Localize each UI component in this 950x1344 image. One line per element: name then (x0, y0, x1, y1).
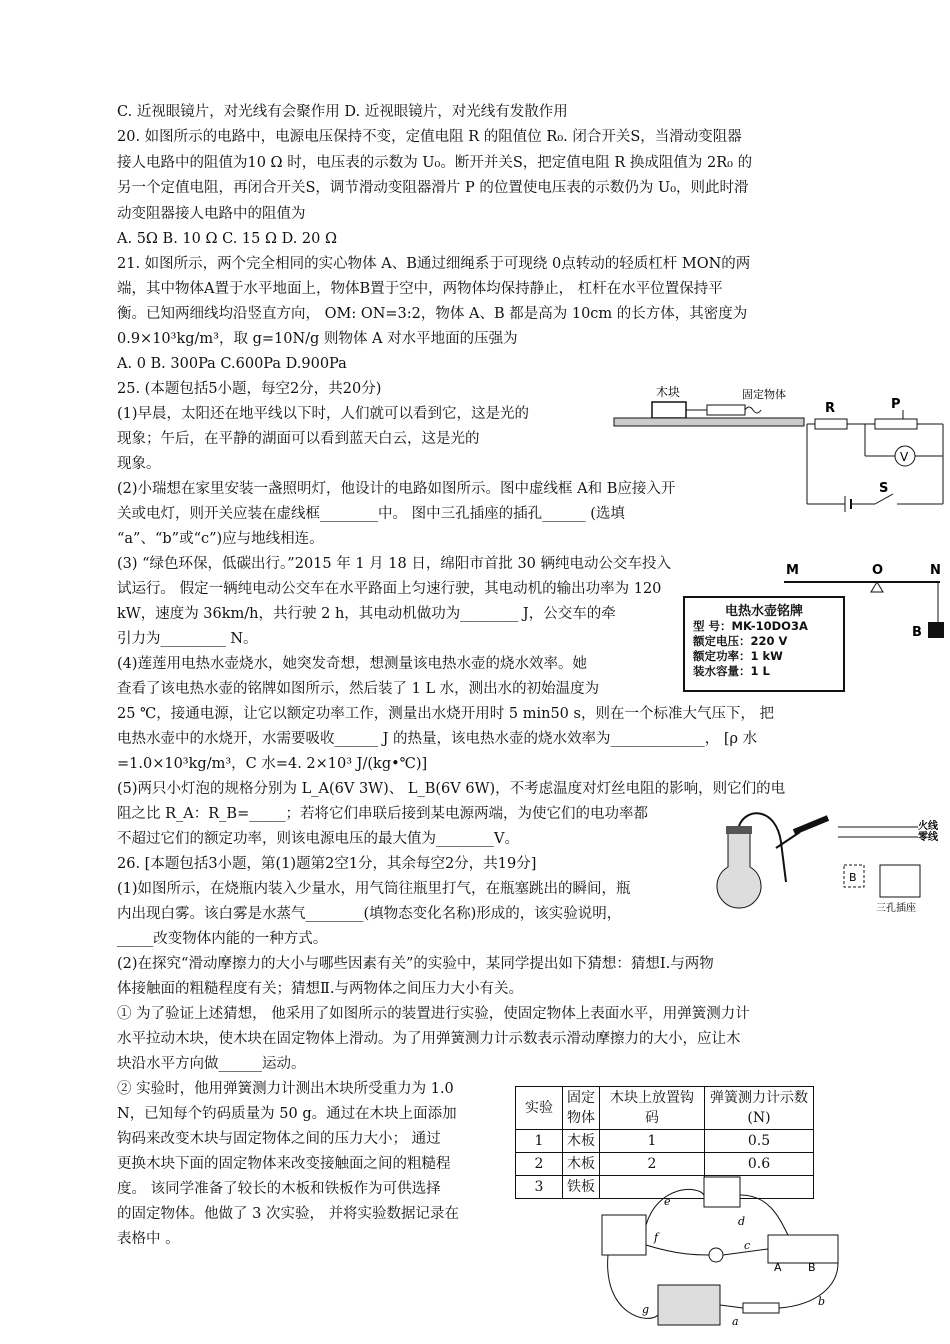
table-row (516, 1130, 814, 1153)
nameplate-title: 电热水壶铭牌 (724, 604, 803, 619)
line: A. 0 B. 300Pa C.600Pa D.900Pa (117, 356, 347, 372)
wire-b-label: b (818, 1295, 826, 1308)
table-cell: 3 (516, 1176, 563, 1199)
terminal-a-label: A (774, 1261, 782, 1274)
table-header: 木块上放置钩码 (600, 1087, 705, 1130)
line: C. 近视眼镜片，对光线有会聚作用 D. 近视眼镜片，对光线有发散作用 (117, 104, 568, 120)
neutral-wire-label: 零线 (918, 832, 938, 843)
line: 块沿水平方向做______运动。 (117, 1056, 306, 1072)
live-wire-label: 火线 (918, 821, 938, 832)
circuit-figure (805, 396, 947, 516)
line: 度。 该同学准备了较长的木板和铁板作为可供选择 (117, 1181, 441, 1197)
line: 关或电灯，则开关应装在虚线框________中。 图中三孔插座的插孔______ (选填 (117, 506, 625, 522)
friction-apparatus-figure (612, 382, 807, 434)
line: 试运行。 假定一辆纯电动公交车在水平路面上匀速行驶，其电动机的输出功率为 120 (117, 581, 662, 597)
line: 引力为_________ N。 (117, 631, 258, 647)
line: _____改变物体内能的一种方式。 (117, 931, 328, 947)
line: 的固定物体。他做了 3 次实验， 并将实验数据记录在 (117, 1206, 460, 1222)
table-cell: 木板 (563, 1153, 600, 1176)
line: 另一个定值电阻，再闭合开关S，调节滑动变阻器滑片 P 的位置使电压表的示数仍为 U₀，则此时滑 (117, 180, 749, 196)
wire-e-label: e (664, 1195, 671, 1208)
nameplate-row: 型 号：MK-10DO3A (693, 619, 808, 633)
wire-g-label: g (642, 1303, 650, 1316)
slider-label: P (891, 397, 901, 412)
line: 接人电路中的阻值为10 Ω 时，电压表的示数为 U₀。断开并关S，把定值电阻 R 换成阻值为 2R₀ 的 (117, 155, 753, 171)
line: (1)早晨，太阳还在地平线以下时，人们就可以看到它，这是光的 (117, 406, 530, 422)
table-cell: 木板 (563, 1130, 600, 1153)
table-cell: 2 (600, 1153, 705, 1176)
table-cell: 铁板 (563, 1176, 600, 1199)
box-b-label: B (849, 871, 857, 884)
wire-c-label: c (744, 1239, 751, 1252)
line: (2)小瑞想在家里安装一盏照明灯，他设计的电路如图所示。图中虚线框 A和 B应接入开 (117, 481, 676, 497)
line: 21. 如图所示，两个完全相同的实心物体 A、B通过细绳系于可现绕 0点转动的轻质杠杆 MON的两 (117, 256, 751, 272)
line: ① 为了验证上述猜想， 他采用了如图所示的装置进行实验，使固定物体上表面水平，用弹簧测力计 (117, 1006, 750, 1022)
line: 查看了该电热水壶的铭牌如图所示，然后装了 1 L 水，测出水的初始温度为 (117, 681, 600, 697)
line: 体接触面的粗糙程度有关；猜想Ⅱ.与两物体之间压力大小有关。 (117, 981, 523, 997)
line: 20. 如图所示的电路中，电源电压保持不变，定值电阻 R 的阻值位 R₀. 闭合开关S，当滑动变阻器 (117, 129, 742, 145)
line: (5)两只小灯泡的规格分别为 L_A(6V 3W)、 L_B(6V 6W)，不考虑温度对灯丝电阻的影响，则它们的电 (117, 781, 786, 797)
line: (3) “绿色环保，低碳出行。”2015 年 1 月 18 日，绵阳市首批 30 辆纯电动公交车投入 (117, 556, 672, 572)
line: ② 实验时，他用弹簧测力计测出木块所受重力为 1.0 (117, 1081, 454, 1097)
line: (2)在探究“滑动摩擦力的大小与哪些因素有关”的实验中，某同学提出如下猜想：猜想Ⅰ.与两物 (117, 956, 714, 972)
table-cell: 1 (516, 1130, 563, 1153)
voltmeter-label: V (900, 450, 909, 464)
line: “a”、“b”或“c”)应与地线相连。 (117, 531, 324, 547)
socket-label: 三孔插座 (876, 903, 916, 914)
table-cell: 2 (516, 1153, 563, 1176)
line: 钩码来改变木块与固定物体之间的压力大小； 通过 (117, 1131, 441, 1147)
line: 更换木块下面的固定物体来改变接触面之间的粗糙程 (117, 1156, 451, 1172)
wire-a-label: a (732, 1315, 739, 1328)
block-label: 木块 (656, 385, 681, 399)
wire-f-label: f (654, 1231, 659, 1244)
line: 25. (本题包括5小题，每空2分，共20分) (117, 381, 382, 397)
line: =1.0×10³kg/m³，C 水=4. 2×10³ J/(kg•℃)] (117, 756, 428, 772)
lever-b-label: B (912, 625, 922, 640)
line: 现象；午后，在平静的湖面可以看到蓝天白云，这是光的 (117, 431, 480, 447)
line: 水平拉动木块，使木块在固定物体上滑动。为了用弹簧测力计示数表示滑动摩擦力的大小，应让木 (117, 1031, 741, 1047)
line: 衡。已知两细线均沿竖直方向， OM: ON=3:2，物体 A、B 都是高为 10cm 的长方体，其密度为 (117, 306, 748, 322)
terminal-b-label: B (808, 1261, 816, 1274)
lever-n-label: N (930, 563, 941, 578)
nameplate-row: 额定电压：220 V (693, 634, 788, 648)
line: (4)莲莲用电热水壶烧水，她突发奇想，想测量该电热水壶的烧水效率。她 (117, 656, 588, 672)
nameplate-row: 额定功率：1 kW (693, 649, 783, 663)
table-header: 实验 (516, 1087, 563, 1130)
line: 26. [本题包括3小题，第(1)题第2空1分，其余每空2分，共19分] (117, 856, 537, 872)
table-cell: 1 (600, 1130, 705, 1153)
line: kW，速度为 36km/h，共行驶 2 h，其电动机做功为________ J，公交车的牵 (117, 606, 616, 622)
nameplate-row: 装水容量：1 L (693, 664, 770, 678)
lever-o-label: O (872, 563, 884, 578)
line: 不超过它们的额定功率，则该电源电压的最大值为________V。 (117, 831, 519, 847)
line: (1)如图所示，在烧瓶内装入少量水，用气筒往瓶里打气，在瓶塞跳出的瞬间，瓶 (117, 881, 631, 897)
line: 阻之比 R_A：R_B=_____；若将它们串联后接到某电源两端，为使它们的电功率都 (117, 806, 648, 822)
lever-m-label: M (786, 563, 799, 578)
switch-label: S (879, 481, 889, 496)
flask-pump-figure (706, 812, 836, 912)
fixed-object-label: 固定物体 (742, 388, 786, 401)
table-header: 固定物体 (563, 1087, 600, 1130)
line: 25 ℃，接通电源，让它以额定功率工作，测量出水烧开用时 5 min50 s，则在一个标准大气压下， 把 (117, 706, 775, 722)
line: 端，其中物体A置于水平地面上，物体B置于空中，两物体均保持静止， 杠杆在水平位置保持平 (117, 281, 723, 297)
line: 0.9×10³kg/m³，取 g=10N/g 则物体 A 对水平地面的压强为 (117, 331, 518, 347)
lab-circuit-figure (598, 1175, 868, 1340)
line: 表格中 。 (117, 1231, 180, 1247)
kettle-nameplate (683, 596, 845, 692)
table-header: 弹簧测力计示数(N) (705, 1087, 814, 1130)
wire-d-label: d (738, 1215, 746, 1228)
resistor-label: R (825, 401, 836, 416)
line: 电热水壶中的水烧开，水需要吸收______ J 的热量，该电热水壶的烧水效率为_____________， [ρ 水 (117, 731, 758, 747)
table-cell: 0.5 (705, 1130, 814, 1153)
line: A. 5Ω B. 10 Ω C. 15 Ω D. 20 Ω (117, 231, 338, 247)
line: 内出现白雾。该白雾是水蒸气________(填物态变化名称)形成的，该实验说明， (117, 906, 622, 922)
wiring-figure (838, 815, 948, 915)
table-row (516, 1153, 814, 1176)
line: 动变阻器接人电路中的阻值为 (117, 206, 306, 222)
table-cell: 0.6 (705, 1153, 814, 1176)
line: N，已知每个钓码质量为 50 g。通过在木块上面添加 (117, 1106, 457, 1122)
line: 现象。 (117, 456, 161, 472)
